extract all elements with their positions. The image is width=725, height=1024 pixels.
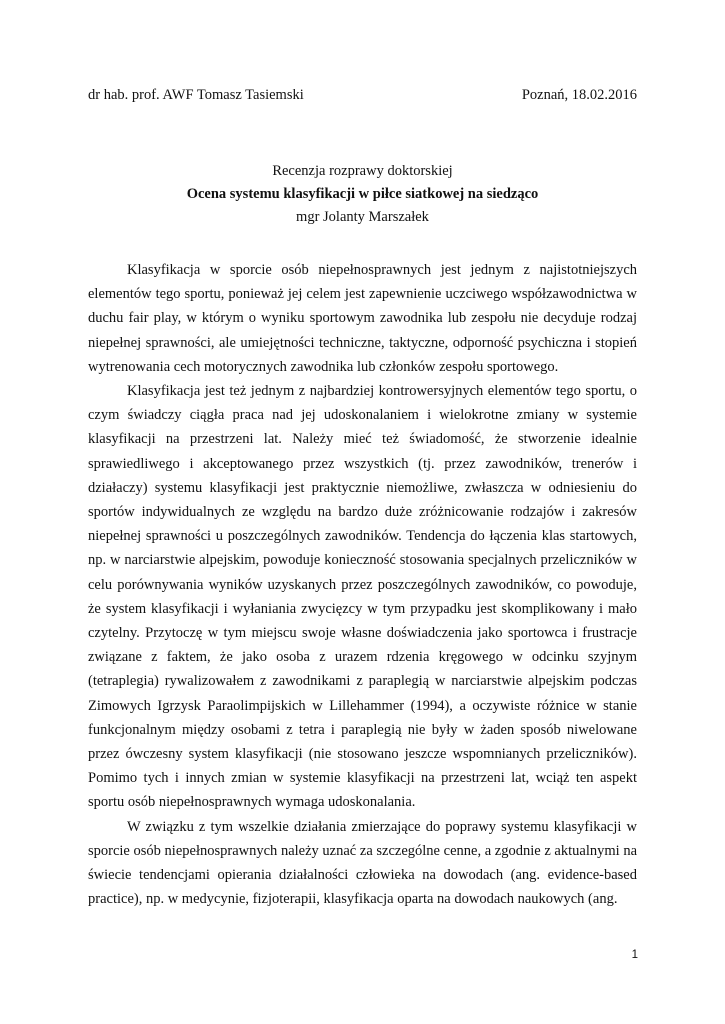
paragraph-1: Klasyfikacja w sporcie osób niepełnosprawnych jest jednym z najistotniejszych elementów tego sportu, ponieważ jej celem jest zapewnienie uczciwego współzawodnictwa w duchu fair play, w którym o wyniku sportowym zawodnika lub zespołu nie decyduje rodzaj niepełnej sprawności, ale umiejętności techniczne, taktyczne, odporność psychiczna i stopień wytrenowania cech motorycznych zawodnika lub członków zespołu sportowego. (88, 262, 637, 375)
letter-header (88, 86, 637, 104)
dissertation-title: Ocena systemu klasyfikacji w piłce siatkowej na siedząco (186, 186, 539, 202)
review-heading: Recenzja rozprawy doktorskiej (272, 163, 453, 179)
paragraph-2: Klasyfikacja jest też jednym z najbardziej kontrowersyjnych elementów tego sportu, o czym świadczy ciągła praca nad jej udoskonalaniem i wielokrotne zmiany w systemie klasyfikacji na przestrzeni lat. Należy mieć też świadomość, że stworzenie idealnie sprawiedliwego i akceptowanego przez wszystkich (tj. przez zawodników, trenerów i działaczy) systemu klasyfikacji jest praktycznie niemożliwe, zwłaszcza w odniesieniu do sportów indywidualnych ze względu na bardzo duże zróżnicowanie rodzajów i zakresów niepełnej sprawności u poszczególnych zawodników. Tendencja do łączenia klas startowych, np. w narciarstwie alpejskim, powoduje konieczność stosowania specjalnych przeliczników w celu porównywania wyników uzyskanych przez poszczególnych zawodników, co powoduje, że system klasyfikacji i wyłaniania zwycięzcy w tym przypadku jest skomplikowany i mało czytelny. Przytoczę w tym miejscu swoje własne doświadczenia jako sportowca i frustracje związane z faktem, że jako osoba z urazem rdzenia kręgowego w odcinku szyjnym (tetraplegia) rywalizowałem z zawodnikami z paraplegią w narciarstwie alpejskim podczas Zimowych Igrzysk Paraolimpijskich w Lillehammer (1994), a oczywiste różnice w stanie funkcjonalnym między osobami z tetra i paraplegią nie były w żaden sposób niwelowane przez ówczesny system klasyfikacji (nie stosowano jeszcze wspomnianych przeliczników). Pomimo tych i innych zmian w systemie klasyfikacji na przestrzeni lat, wciąż ten aspekt sportu osób niepełnosprawnych wymaga udoskonalania. (88, 383, 637, 811)
page-number: 1 (631, 949, 638, 961)
review-body (88, 258, 637, 911)
paragraph-3: W związku z tym wszelkie działania zmierzające do poprawy systemu klasyfikacji w sporcie osób niepełnosprawnych należy uznać za szczególne cenne, a zgodnie z aktualnymi na świecie tendencjami opierania działalności człowieka na dowodach (ang. evidence-based practice), np. w medycynie, fizjoterapii, klasyfikacja oparta na dowodach naukowych (ang. (88, 818, 637, 908)
dissertation-author: mgr Jolanty Marszałek (296, 209, 429, 225)
title-block (88, 160, 637, 229)
reviewer-name: dr hab. prof. AWF Tomasz Tasiemski (88, 87, 304, 103)
place-and-date: Poznań, 18.02.2016 (521, 87, 637, 103)
